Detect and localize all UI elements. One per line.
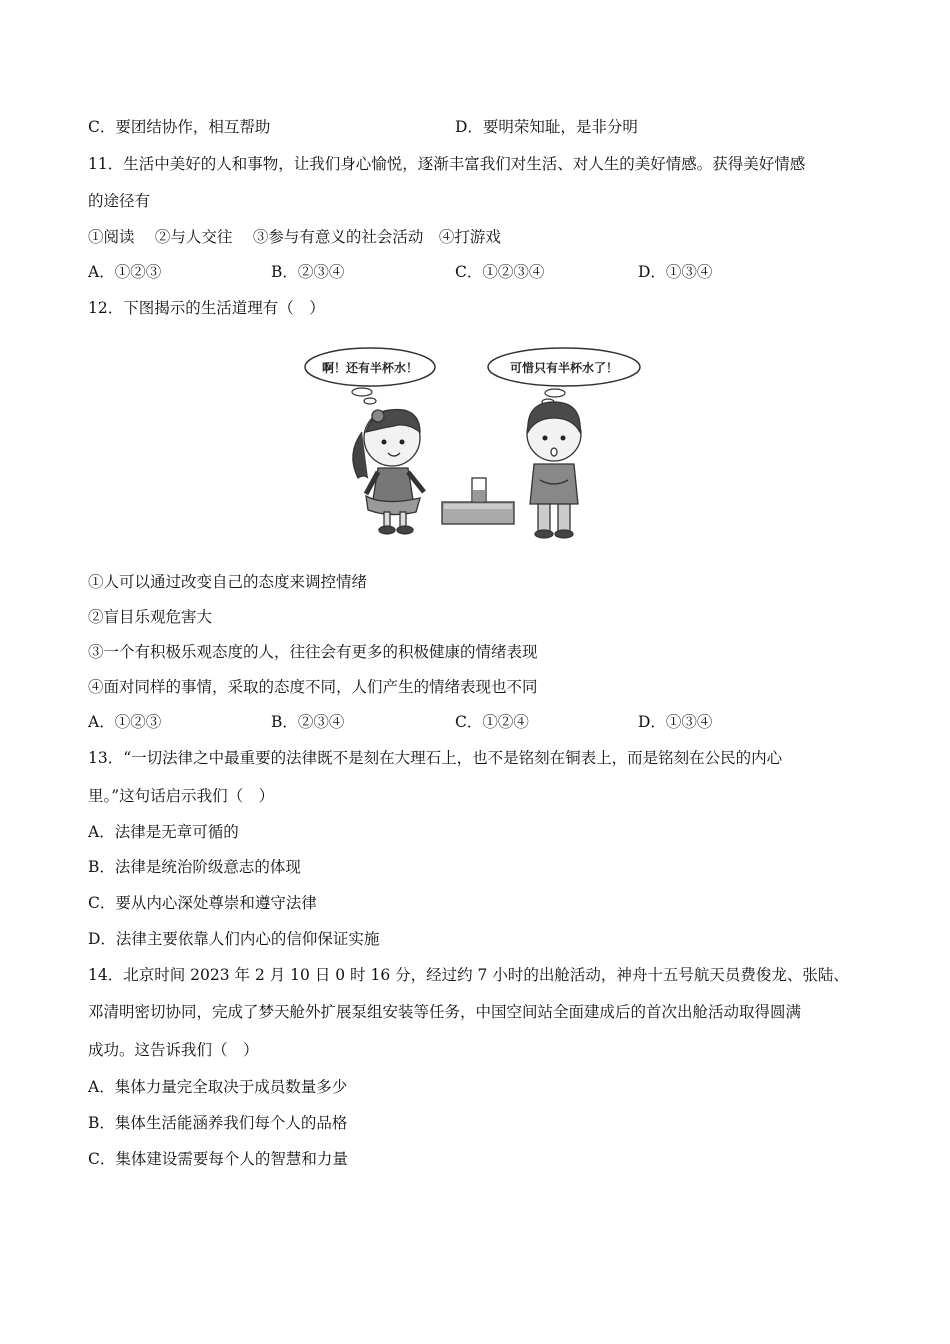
q13-option-a: A．法律是无章可循的 <box>88 823 239 841</box>
q12-stem: 12．下图揭示的生活道理有（ ） <box>88 299 325 317</box>
q11-stem-line1: 11．生活中美好的人和事物，让我们身心愉悦，逐渐丰富我们对生活、对人生的美好情感。获得美好情感 <box>88 155 806 173</box>
q11-option-d: D．①③④ <box>638 263 713 281</box>
q13-option-b: B．法律是统治阶级意志的体现 <box>88 858 301 876</box>
q12-item-3: ③一个有积极乐观态度的人，往往会有更多的积极健康的情绪表现 <box>88 643 538 661</box>
q12-option-a: A．①②③ <box>88 713 162 731</box>
q10-option-d: D．要明荣知耻，是非分明 <box>455 118 638 136</box>
q12-item-1: ①人可以通过改变自己的态度来调控情绪 <box>88 573 368 591</box>
left-bubble-text: 啊！还有半杯水！ <box>321 361 419 375</box>
q12-option-b: B．②③④ <box>271 713 345 731</box>
q14-stem-line1: 14．北京时间 2023 年 2 月 10 日 0 时 16 分，经过约 7 小时的出舱活动，神舟十五号航天员费俊龙、张陆、 <box>88 966 849 984</box>
right-bubble-text: 可惜只有半杯水了！ <box>509 361 619 375</box>
q12-option-c: C．①②④ <box>455 713 529 731</box>
q13-option-d: D．法律主要依靠人们内心的信仰保证实施 <box>88 930 380 948</box>
q13-stem-line1: 13．“一切法律之中最重要的法律既不是刻在大理石上，也不是铭刻在铜表上，而是铭刻在公民的内心 <box>88 749 783 767</box>
table-with-glass <box>442 478 514 524</box>
optimistic-girl-figure <box>353 409 424 534</box>
pessimistic-boy-figure <box>527 402 581 538</box>
q11-option-a: A．①②③ <box>88 263 162 281</box>
half-glass-illustration <box>300 340 650 545</box>
q14-stem-line2: 邓清明密切协同，完成了梦天舱外扩展泵组安装等任务，中国空间站全面建成后的首次出舱活动取得圆满 <box>88 1003 802 1021</box>
right-thought-bubble <box>488 348 640 405</box>
q11-option-c: C．①②③④ <box>455 263 545 281</box>
q12-option-d: D．①③④ <box>638 713 713 731</box>
q11-option-b: B．②③④ <box>271 263 345 281</box>
q12-item-2: ②盲目乐观危害大 <box>88 608 213 626</box>
q12-item-4: ④面对同样的事情，采取的态度不同，人们产生的情绪表现也不同 <box>88 678 538 696</box>
left-thought-bubble <box>305 348 435 404</box>
q11-stem-line2: 的途径有 <box>88 192 151 210</box>
q14-stem-line3: 成功。这告诉我们（ ） <box>88 1041 259 1059</box>
q11-items: ①阅读 ②与人交往 ③参与有意义的社会活动 ④打游戏 <box>88 228 501 246</box>
q13-option-c: C．要从内心深处尊崇和遵守法律 <box>88 894 317 912</box>
q14-option-a: A．集体力量完全取决于成员数量多少 <box>88 1078 348 1096</box>
q13-stem-line2: 里。”这句话启示我们（ ） <box>88 787 275 805</box>
q10-option-c: C．要团结协作，相互帮助 <box>88 118 271 136</box>
q14-option-b: B．集体生活能涵养我们每个人的品格 <box>88 1114 348 1132</box>
q14-option-c: C．集体建设需要每个人的智慧和力量 <box>88 1150 348 1168</box>
